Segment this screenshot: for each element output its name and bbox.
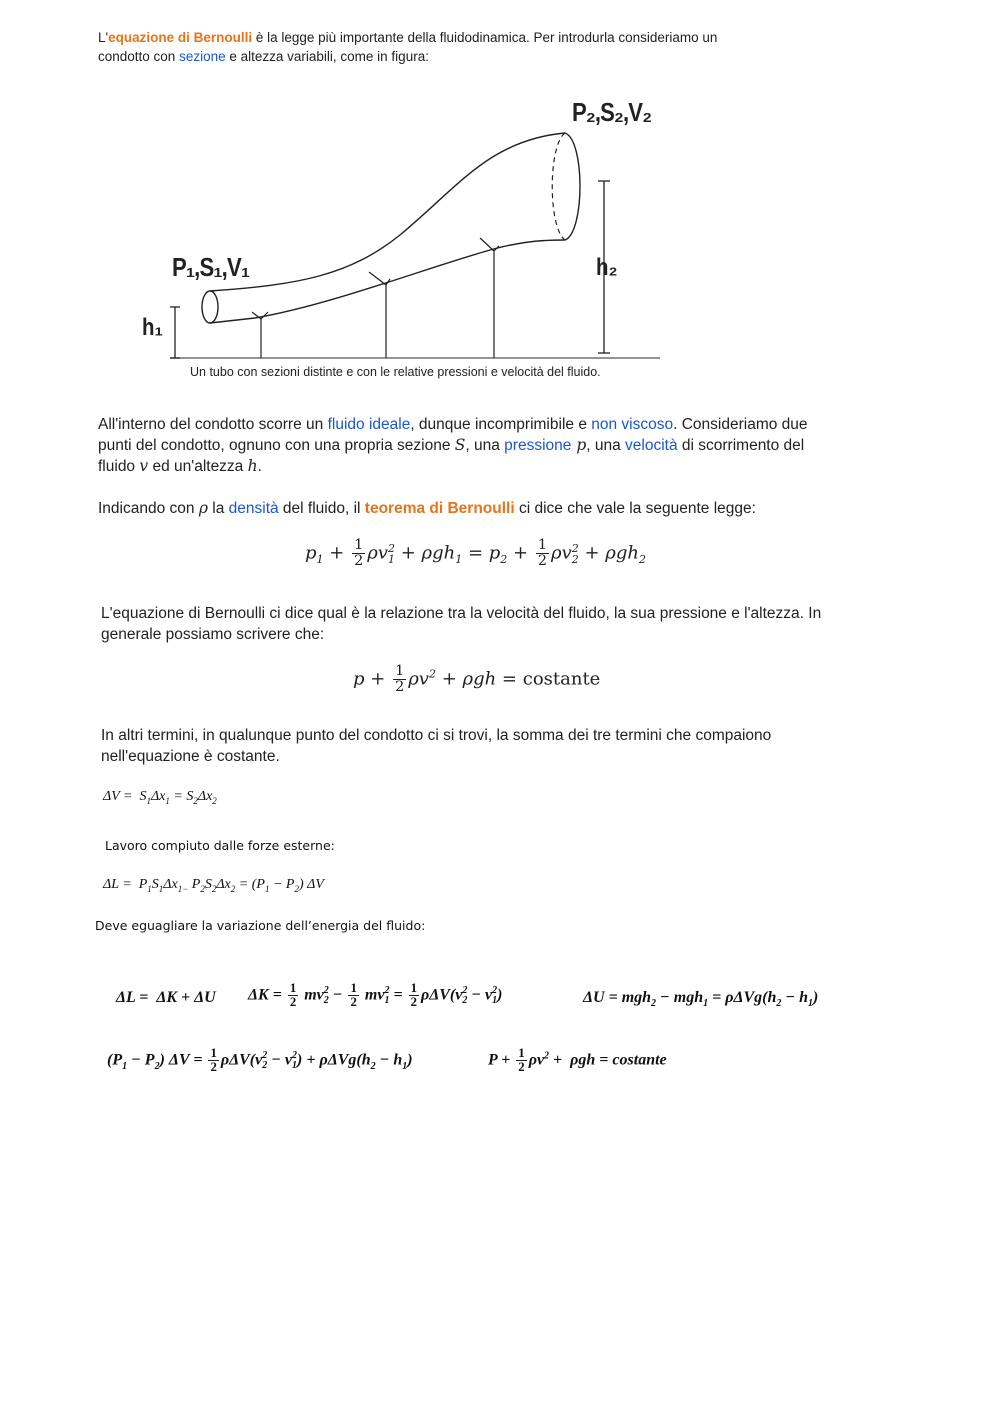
- link-fluido-ideale[interactable]: fluido ideale: [327, 416, 411, 433]
- label-h1: h₁: [142, 314, 163, 341]
- tube-outlet-front: [565, 133, 580, 240]
- link-pressione[interactable]: pressione: [504, 437, 572, 454]
- tube-inlet-ellipse: [202, 291, 218, 323]
- paragraph-fluido-ideale: All'interno del condotto scorre un fluido ideale, dunque incomprimibile e non viscoso. Consideriamo due punti del condotto, ognuno con una propria sezione S, una pressione p, una velocità di scorrimento del fluido v ed un'altezza h.: [98, 416, 808, 475]
- equation-delta-u: $\Delta U = mgh_2 - mgh_1 = \rho\Delta Vg(h_2 - h_1)$: [583, 989, 819, 1010]
- tube-lower-edge: [210, 240, 565, 323]
- note-deve-eguagliare: Deve eguagliare la variazione dell’energia del fluido:: [95, 918, 426, 933]
- label-p1-s1-v1: P₁,S₁,V₁: [172, 252, 250, 282]
- equation-final-constant: P + $\frac{1}{2}$ $\rho v^2 + \rho gh$ = costante: [488, 1046, 667, 1075]
- equation-bernoulli-two-points: $p_1$ + $\frac{1}{2}$ ρv 2 1 + $\rho gh_1 = p_2$ + $\frac{1}{2}$ ρv 2 2 + ρgh$_2$: [305, 537, 646, 570]
- note-lavoro: Lavoro compiuto dalle forze esterne:: [105, 838, 335, 853]
- equation-delta-v: $\Delta V = S_1\Delta x_1 = S_2\Delta x_2$: [103, 789, 217, 806]
- support-3-mark: [480, 238, 499, 251]
- link-equazione-bernoulli[interactable]: equazione di Bernoulli: [108, 30, 253, 45]
- tube-outlet-back: [552, 133, 565, 240]
- link-non-viscoso[interactable]: non viscoso: [591, 416, 674, 433]
- intro-line-1: L'equazione di Bernoulli è la legge più importante della fluidodinamica. Per introdurla consideriamo un: [98, 30, 718, 45]
- paragraph-altri-termini: In altri termini, in qualunque punto del condotto ci si trovi, la somma dei tre termini che compaiono nell'equazione è costante.: [101, 727, 772, 765]
- support-2-mark: [369, 272, 390, 285]
- figure-caption: Un tubo con sezioni distinte e con le relative pressioni e velocità del fluido.: [190, 365, 601, 379]
- label-p2-s2-v2: P₂,S₂,V₂: [572, 97, 652, 127]
- label-h2: h₂: [596, 254, 618, 281]
- equation-delta-l-energy: ΔL = ΔK + ΔU: [116, 989, 216, 1006]
- equation-delta-l: $\Delta L = P_1S_1\Delta x_{1-}$ $P_2S_2\Delta x_2 = (P_1 - P_2)$ ΔV: [103, 877, 324, 894]
- equation-bernoulli-general: p + $\frac{1}{2}$ $\rho v^2 + \rho gh$ = costante: [353, 663, 601, 696]
- link-velocita[interactable]: velocità: [625, 437, 678, 454]
- equation-delta-k: ΔK = $\frac{1}{2}$ mv 2 2 − $\frac{1}{2}$ mv 2 1 = $\frac{1}{2}$ ρΔV(v 2 2 − v 2 1 ): [248, 981, 503, 1010]
- link-teorema-bernoulli[interactable]: teorema di Bernoulli: [364, 500, 515, 517]
- link-densita[interactable]: densità: [228, 500, 279, 517]
- paragraph-teorema: Indicando con ρ la densità del fluido, il teorema di Bernoulli ci dice che vale la seguente legge:: [98, 499, 756, 517]
- intro-line-2: condotto con sezione e altezza variabili, come in figura:: [98, 49, 429, 64]
- equation-work-energy: $(P_1 - P_2) \Delta V$ = $\frac{1}{2}$ ρΔV(v 2 2 − v 2 1 ) + $\rho\Delta Vg(h_2 - h_1)$: [107, 1046, 413, 1075]
- paragraph-relazione: L'equazione di Bernoulli ci dice qual è la relazione tra la velocità del fluido, la sua pressione e l'altezza. In generale possiamo scrivere che:: [101, 605, 822, 643]
- tube-upper-edge: [210, 133, 565, 291]
- link-sezione[interactable]: sezione: [179, 49, 226, 64]
